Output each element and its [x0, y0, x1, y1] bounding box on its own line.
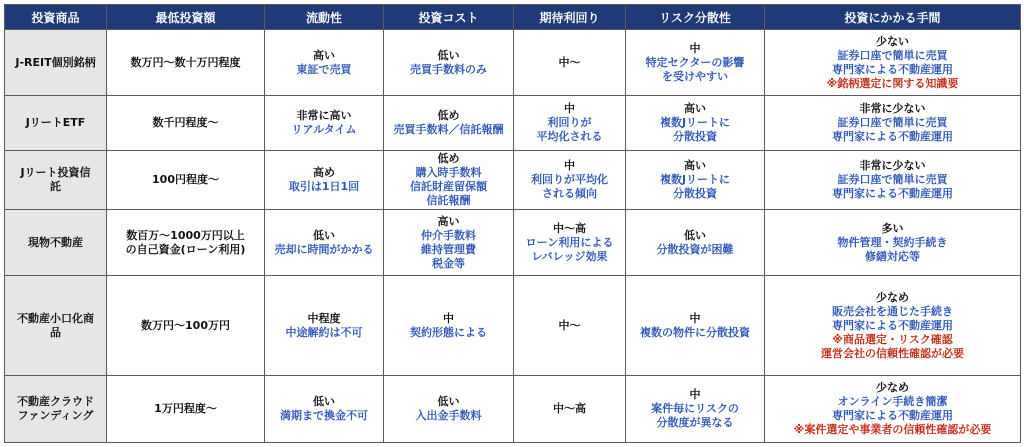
header-yield: 期待利回り: [514, 5, 626, 30]
cost-rating: 高い: [437, 214, 460, 228]
min-investment-cell: [107, 210, 265, 276]
effort-rating: 少なめ: [876, 290, 909, 304]
liquidity-rating: 低い: [313, 394, 335, 408]
effort-detail: 修繕対応等: [865, 249, 920, 263]
yield-cell: [514, 210, 626, 276]
cost-detail: 売買手数料のみ: [410, 62, 487, 76]
effort-detail: 証券口座で簡単に売買: [837, 172, 948, 186]
effort-cell: [765, 96, 1021, 151]
risk-detail: 複数Jリートに: [659, 115, 731, 129]
min-investment-cell: [107, 30, 265, 96]
risk-cell: [626, 210, 765, 276]
min-investment-value: 数万円～数十万円程度: [130, 55, 241, 69]
yield-cell: [514, 276, 626, 376]
cost-cell: [384, 375, 514, 442]
risk-cell: [626, 150, 765, 210]
product-name: 不動産クラウド: [17, 394, 94, 408]
liquidity-detail: 取引は1日1回: [288, 179, 360, 193]
table-row: [5, 96, 1021, 151]
liquidity-detail: 東証で売買: [296, 62, 352, 76]
header-risk: リスク分散性: [626, 5, 765, 30]
min-investment-cell: [107, 150, 265, 210]
effort-rating: 少なめ: [876, 380, 909, 394]
cost-detail: 仲介手数料: [421, 228, 476, 242]
yield-detail: 利回りが平均化: [531, 172, 608, 186]
min-investment-value: 数千円程度～: [152, 115, 219, 129]
effort-detail: 証券口座で簡単に売買: [837, 48, 948, 62]
min-investment-value: 数万円～100万円: [141, 318, 230, 332]
table-row: [5, 375, 1021, 442]
product-name: 現物不動産: [28, 235, 83, 249]
effort-warning: ※銘柄選定に関する知識要: [826, 76, 959, 90]
risk-rating: 高い: [684, 101, 706, 115]
yield-rating: 中～高: [553, 401, 586, 415]
min-investment-cell: [107, 96, 265, 151]
liquidity-rating: 高め: [313, 165, 335, 179]
liquidity-detail: 売却に時間がかかる: [274, 242, 374, 256]
risk-cell: [626, 96, 765, 151]
min-investment-value: 数百万～1000万円以上: [126, 228, 245, 242]
min-investment-cell: [107, 276, 265, 376]
table-row: [5, 210, 1021, 276]
risk-rating: 中: [689, 41, 701, 55]
cost-cell: [384, 150, 514, 210]
product-cell: [5, 30, 107, 96]
product-name: ファンディング: [17, 408, 94, 422]
liquidity-rating: 中程度: [307, 311, 341, 325]
risk-detail: 分散度が異なる: [656, 415, 734, 429]
liquidity-detail: 満期まで換金不可: [280, 408, 368, 422]
yield-cell: [514, 375, 626, 442]
cost-rating: 低い: [437, 48, 460, 62]
header-product: 投資商品: [5, 5, 107, 30]
header-cost: 投資コスト: [384, 5, 514, 30]
yield-rating: 中: [564, 101, 575, 115]
table-row: [5, 30, 1021, 96]
yield-rating: 中～: [558, 55, 581, 69]
effort-detail: オンライン手続き簡潔: [837, 394, 948, 408]
risk-detail: 分散投資: [673, 186, 717, 200]
yield-rating: 中～: [558, 318, 581, 332]
table-row: [5, 150, 1021, 210]
effort-detail: 専門家による不動産運用: [832, 186, 953, 200]
liquidity-cell: [265, 276, 384, 376]
cost-detail: 維持管理費: [421, 242, 476, 256]
yield-rating: 中～高: [553, 221, 586, 235]
product-cell: [5, 210, 107, 276]
effort-cell: [765, 150, 1021, 210]
product-cell: [5, 276, 107, 376]
effort-detail: 専門家による不動産運用: [832, 62, 953, 76]
liquidity-cell: [265, 375, 384, 442]
risk-detail: 分散投資: [673, 129, 717, 143]
yield-cell: [514, 96, 626, 151]
product-name: 不動産小口化商: [17, 311, 94, 325]
effort-detail: 証券口座で簡単に売買: [837, 115, 948, 129]
yield-detail: 利回りが: [547, 115, 592, 129]
min-investment-value: の自己資金(ローン利用): [125, 242, 246, 256]
effort-warning: ※案件選定や事業者の信頼性確認が必要: [793, 422, 992, 436]
cost-detail: 入出金手数料: [415, 408, 482, 422]
effort-detail: 専門家による不動産運用: [832, 408, 953, 422]
cost-rating: 低め: [437, 108, 460, 122]
liquidity-rating: 低い: [313, 228, 335, 242]
header-row: [5, 5, 1021, 30]
product-name: J-REIT個別銘柄: [15, 55, 96, 69]
header-effort: 投資にかかる手間: [765, 5, 1021, 30]
risk-cell: [626, 30, 765, 96]
cost-detail: 信託報酬: [426, 193, 471, 207]
effort-detail: 専門家による不動産運用: [832, 318, 953, 332]
risk-detail: 特定セクターの影響: [645, 55, 745, 69]
cost-detail: 売買手数料／信託報酬: [393, 122, 504, 136]
min-investment-value: 100円程度～: [152, 172, 219, 186]
effort-cell: [765, 210, 1021, 276]
risk-rating: 低い: [684, 228, 706, 242]
cost-cell: [384, 96, 514, 151]
risk-detail: を受けやすい: [662, 69, 728, 83]
risk-cell: [626, 375, 765, 442]
cost-cell: [384, 276, 514, 376]
cost-detail: 契約形態による: [410, 325, 487, 339]
liquidity-cell: [265, 150, 384, 210]
yield-rating: 中: [564, 158, 575, 172]
liquidity-cell: [265, 96, 384, 151]
liquidity-cell: [265, 30, 384, 96]
effort-rating: 非常に少ない: [859, 158, 926, 172]
min-investment-cell: [107, 375, 265, 442]
product-name: 託: [50, 179, 61, 193]
yield-detail: ローン利用による: [525, 235, 614, 249]
effort-cell: [765, 30, 1021, 96]
liquidity-cell: [265, 210, 384, 276]
risk-rating: 中: [689, 387, 701, 401]
cost-rating: 低い: [437, 394, 460, 408]
yield-detail: 平均化される: [536, 129, 603, 143]
cost-detail: 購入時手数料: [415, 165, 482, 179]
effort-rating: 多い: [881, 221, 904, 235]
investment-comparison-table: [4, 4, 1021, 443]
effort-detail: 販売会社を通じた手続き: [832, 304, 953, 318]
liquidity-rating: 高い: [313, 48, 335, 62]
risk-rating: 高い: [684, 158, 706, 172]
liquidity-detail: 中途解約は不可: [285, 325, 363, 339]
product-cell: [5, 96, 107, 151]
cost-rating: 低め: [437, 151, 460, 165]
yield-cell: [514, 30, 626, 96]
cost-rating: 中: [443, 311, 454, 325]
risk-detail: 複数Jリートに: [659, 172, 731, 186]
effort-detail: 物件管理・契約手続き: [837, 235, 948, 249]
product-name: Jリート投資信: [20, 165, 91, 179]
cost-detail: 信託財産留保額: [410, 179, 487, 193]
effort-warning: 運営会社の信頼性確認が必要: [821, 346, 964, 360]
header-liquidity: 流動性: [265, 5, 384, 30]
effort-warning: ※商品選定・リスク確認: [832, 332, 953, 346]
header-min-investment: 最低投資額: [107, 5, 265, 30]
yield-detail: レバレッジ効果: [531, 249, 608, 263]
product-cell: [5, 375, 107, 442]
effort-rating: 非常に少ない: [859, 101, 926, 115]
effort-cell: [765, 276, 1021, 376]
product-name: JリートETF: [25, 115, 86, 129]
effort-detail: 専門家による不動産運用: [832, 129, 953, 143]
cost-cell: [384, 30, 514, 96]
min-investment-value: 1万円程度～: [154, 401, 217, 415]
table-row: [5, 276, 1021, 376]
risk-detail: 複数の物件に分散投資: [640, 325, 750, 339]
cost-detail: 税金等: [432, 256, 465, 270]
product-name: 品: [50, 325, 61, 339]
risk-rating: 中: [689, 311, 701, 325]
yield-detail: される傾向: [542, 186, 597, 200]
liquidity-rating: 非常に高い: [296, 108, 352, 122]
risk-detail: 案件毎にリスクの: [651, 401, 739, 415]
yield-cell: [514, 150, 626, 210]
risk-detail: 分散投資が困難: [656, 242, 734, 256]
risk-cell: [626, 276, 765, 376]
cost-cell: [384, 210, 514, 276]
effort-cell: [765, 375, 1021, 442]
liquidity-detail: リアルタイム: [291, 122, 357, 136]
effort-rating: 少ない: [876, 34, 909, 48]
product-cell: [5, 150, 107, 210]
